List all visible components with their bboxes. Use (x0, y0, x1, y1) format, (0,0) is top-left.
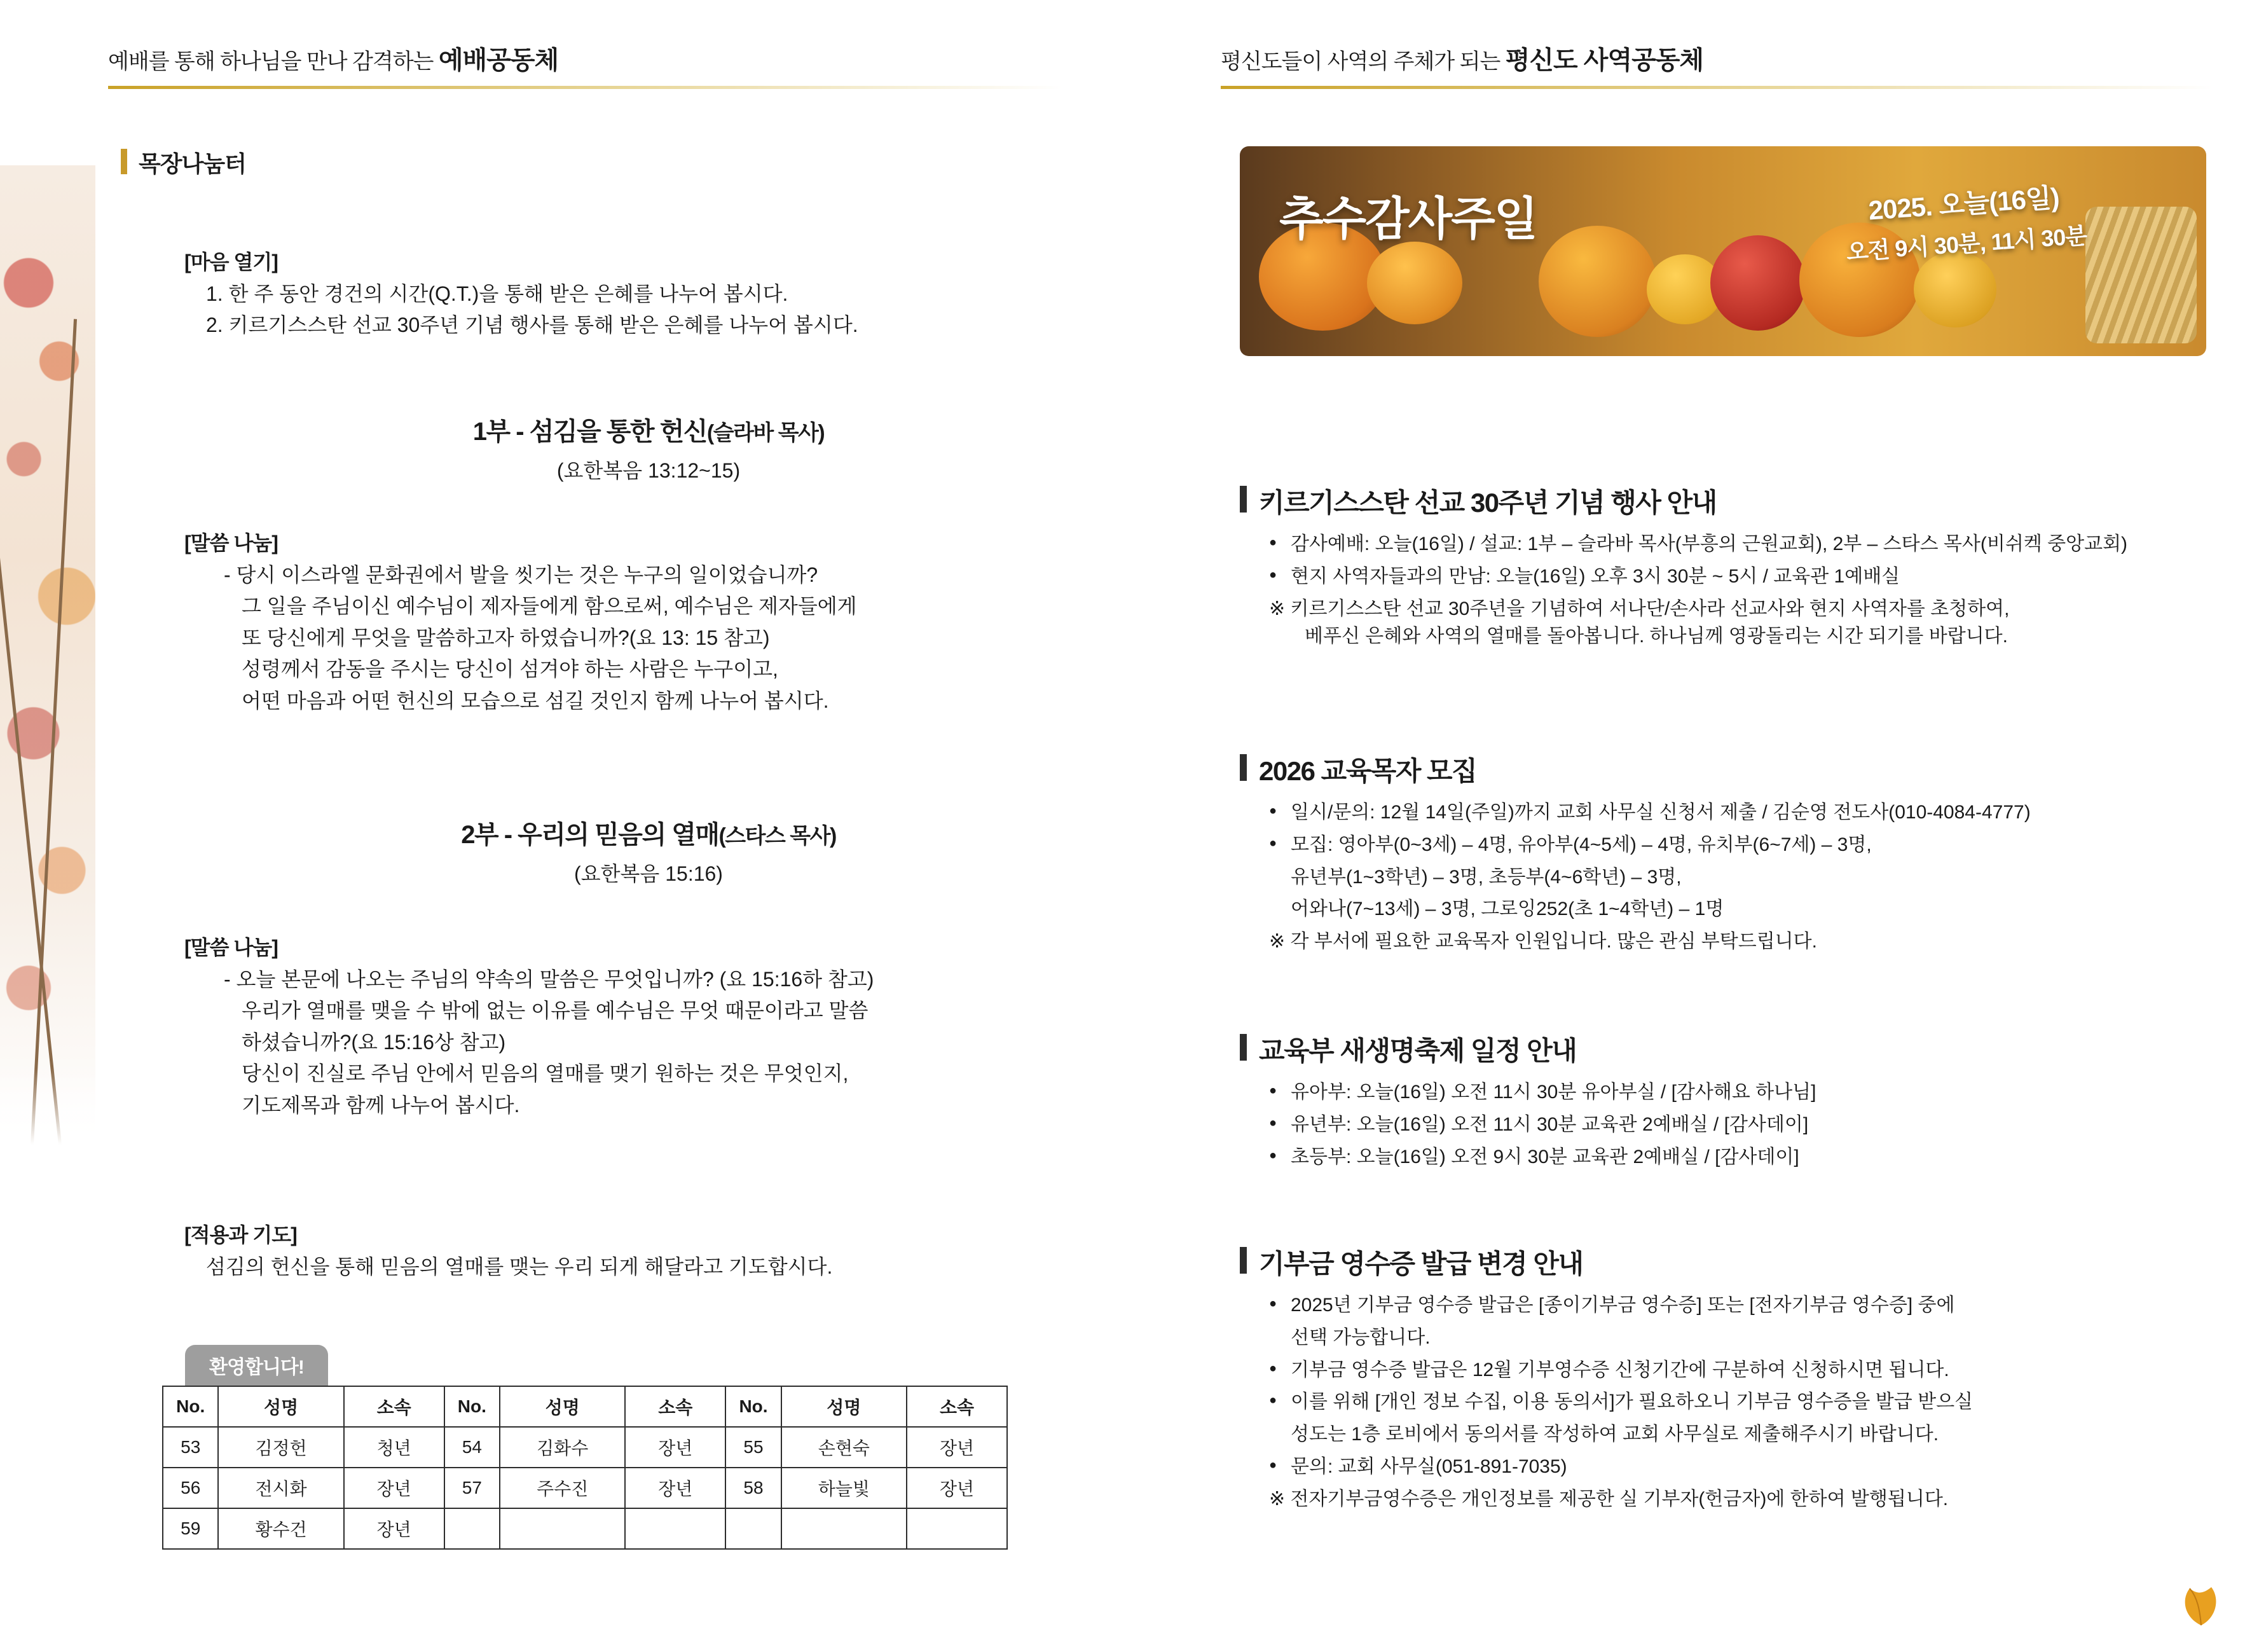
part1-line-1: - 당시 이스라엘 문화권에서 발을 씻기는 것은 누구의 일이었습니까? (224, 563, 818, 586)
notice-note-line: 베푸신 은혜와 사역의 열매를 돌아봅니다. 하나님께 영광돌리는 시간 되기를 바랍니다. (1305, 626, 2008, 647)
part2-share-label: [말씀 나눔] (184, 936, 278, 959)
part2-line-2: 우리가 열매를 맺을 수 밖에 없는 이유를 예수님은 무엇 때문이라고 말씀 (242, 999, 869, 1022)
basket-icon (2085, 207, 2197, 343)
cell-r2c3: 장년 (344, 1468, 444, 1508)
notice-section-kyrgyzstan (1240, 482, 2232, 650)
notice-title: 키르기스스탄 선교 30주년 기념 행사 안내 (1240, 482, 2232, 520)
list-item-cont: 어와나(7~13세) – 3명, 그로잉252(초 1~4학년) – 1명 (1291, 898, 1724, 920)
part2-line-3: 하셨습니까?(요 15:16상 참고) (242, 1030, 506, 1054)
list-item: ● 현지 사역자들과의 만남: 오늘(16일) 오후 3시 30분 ~ 5시 / 교육관 1예배실 (1269, 563, 2232, 591)
leaf-icon (2178, 1585, 2224, 1627)
cell-r2c1: 56 (163, 1468, 218, 1508)
list-item: ● 초등부: 오늘(16일) 오전 9시 30분 교육관 2예배실 / [감사데이] (1269, 1143, 2232, 1171)
welcome-table (162, 1386, 1008, 1550)
list-item: ● 일시/문의: 12월 14일(주일)까지 교회 사무실 신청서 제출 / 김순영 전도사(010-4084-4777) (1269, 799, 2232, 827)
table-row (163, 1468, 1007, 1508)
cell-r2c7: 58 (725, 1468, 781, 1508)
part1-title-main: 1부 - 섬김을 통한 헌신 (472, 418, 707, 446)
squash-icon (1914, 251, 1996, 327)
list-item-cont: 성도는 1층 로비에서 동의서를 작성하여 교회 사무실로 제출해주시기 바랍니다. (1291, 1424, 1939, 1445)
right-header-rule (1221, 86, 2213, 89)
welcome-badge: 환영합니다! (185, 1345, 328, 1386)
th-dept-1: 소속 (344, 1386, 444, 1427)
cell-r2c9: 장년 (907, 1468, 1007, 1508)
notice-title: 교육부 새생명축제 일정 안내 (1240, 1030, 2232, 1068)
cell-r3c8 (781, 1508, 907, 1549)
pumpkin-icon (1367, 242, 1462, 324)
left-header-rule (108, 86, 1062, 89)
cell-r2c2: 전시화 (218, 1468, 343, 1508)
th-name-3: 성명 (781, 1386, 907, 1427)
notice-list (1240, 1078, 2232, 1171)
apple-icon (1710, 235, 1806, 331)
open-heart-item-2: 2. 키르기스스탄 선교 30주년 기념 행사를 통해 받은 은혜를 나누어 봅시다. (206, 313, 858, 337)
list-item-cont: 유년부(1~3학년) – 3명, 초등부(4~6학년) – 3명, (1291, 866, 1682, 888)
list-item-cont: 선택 가능합니다. (1291, 1326, 1431, 1348)
cell-r3c5 (500, 1508, 625, 1549)
left-header-emphasis: 예배공동체 (438, 46, 559, 74)
notice-section-festival (1240, 1030, 2232, 1175)
table-row (163, 1427, 1007, 1468)
cell-r1c5: 김화수 (500, 1427, 625, 1468)
cell-r1c6: 장년 (625, 1427, 725, 1468)
part1-title-block (184, 412, 1113, 487)
cell-r3c4 (444, 1508, 500, 1549)
part1-share-label: [말씀 나눔] (184, 532, 278, 554)
cell-r2c6: 장년 (625, 1468, 725, 1508)
notice-note-line: ※ 전자기부금영수증은 개인정보를 제공한 실 기부자(헌금자)에 한하여 발행됩니다. (1269, 1488, 1949, 1510)
right-section-header (1221, 32, 2213, 93)
notice-section-donation-receipt (1240, 1243, 2232, 1513)
notice-note-line: ※ 각 부서에 필요한 교육목자 인원입니다. 많은 관심 부탁드립니다. (1269, 931, 1817, 953)
cell-r2c5: 주수진 (500, 1468, 625, 1508)
part2-share-block (184, 932, 1113, 1122)
th-no-3: No. (725, 1386, 781, 1427)
list-item: ● 이를 위해 [개인 정보 수집, 이용 동의서]가 필요하오니 기부금 영수증을 발급 받으실 (1269, 1388, 2232, 1416)
part1-title-sub: (슬라바 목사) (706, 421, 825, 445)
cell-r3c3: 장년 (344, 1508, 444, 1549)
open-heart-block (184, 247, 1113, 341)
cell-r1c4: 54 (444, 1427, 500, 1468)
cell-r3c7 (725, 1508, 781, 1549)
notice-note (1240, 928, 2232, 956)
right-header-prefix: 평신도들이 사역의 주체가 되는 (1221, 50, 1506, 74)
cell-r1c2: 김정헌 (218, 1427, 343, 1468)
banner-title: 추수감사주일 (1279, 194, 1537, 245)
list-item: ● 2025년 기부금 영수증 발급은 [종이기부금 영수증] 또는 [전자기부금 영수증] 중에 (1269, 1291, 2232, 1319)
list-item: ● 문의: 교회 사무실(051-891-7035) (1269, 1453, 2232, 1481)
table-header-row (163, 1386, 1007, 1427)
open-heart-label: [마음 열기] (184, 251, 278, 273)
section-tag-mokjang: 목장나눔터 (139, 146, 246, 179)
banner-date-line1: 2025. 오늘(16일) (1867, 182, 2061, 226)
part2-title-sub: (스타스 목사) (718, 824, 836, 848)
notice-title: 2026 교육목자 모집 (1240, 750, 2232, 788)
th-dept-2: 소속 (625, 1386, 725, 1427)
part2-line-1: - 오늘 본문에 나오는 주님의 약속의 말씀은 무엇입니까? (요 15:16하 참고) (224, 967, 874, 991)
right-header-emphasis: 평신도 사역공동체 (1505, 46, 1703, 74)
notice-list (1240, 530, 2232, 591)
apply-text: 섬김의 헌신을 통해 믿음의 열매를 맺는 우리 되게 해달라고 기도합시다. (206, 1255, 833, 1278)
part1-line-5: 어떤 마음과 어떤 헌신의 모습으로 섬길 것인지 함께 나누어 봅시다. (242, 689, 829, 712)
th-no-1: No. (163, 1386, 218, 1427)
autumn-decoration (0, 165, 95, 1145)
part2-title-block (184, 815, 1113, 890)
notice-list (1240, 1291, 2232, 1481)
banner-date-line2: 오전 9시 30분, 11시 30분 (1845, 222, 2088, 266)
part1-line-4: 성령께서 감동을 주시는 당신이 섬겨야 하는 사람은 누구이고, (242, 657, 778, 681)
th-dept-3: 소속 (907, 1386, 1007, 1427)
part1-reference: (요한복음 13:12~15) (556, 459, 741, 482)
part2-line-5: 기도제목과 함께 나누어 봅시다. (242, 1093, 520, 1117)
cell-r3c2: 황수건 (218, 1508, 343, 1549)
part1-line-3: 또 당신에게 무엇을 말씀하고자 하였습니까?(요 13: 15 참고) (242, 626, 770, 649)
part1-title (184, 412, 1113, 451)
notice-note (1240, 595, 2232, 651)
apply-block (184, 1220, 1113, 1283)
notice-note (1240, 1485, 2232, 1513)
open-heart-item-1: 1. 한 주 동안 경건의 시간(Q.T.)을 통해 받은 은혜를 나누어 봅시다. (206, 282, 788, 305)
cell-r1c7: 55 (725, 1427, 781, 1468)
th-no-2: No. (444, 1386, 500, 1427)
notice-title: 기부금 영수증 발급 변경 안내 (1240, 1243, 2232, 1281)
list-item: ● 유아부: 오늘(16일) 오전 11시 30분 유아부실 / [감사해요 하나님] (1269, 1078, 2232, 1106)
apply-label: [적용과 기도] (184, 1223, 297, 1246)
cell-r1c3: 청년 (344, 1427, 444, 1468)
banner-date (1842, 175, 2087, 267)
cell-r2c4: 57 (444, 1468, 500, 1508)
th-name-2: 성명 (500, 1386, 625, 1427)
part2-title-main: 2부 - 우리의 믿음의 열매 (461, 821, 719, 849)
cell-r1c9: 장년 (907, 1427, 1007, 1468)
list-item: ● 기부금 영수증 발급은 12월 기부영수증 신청기간에 구분하여 신청하시면 됩니다. (1269, 1356, 2232, 1384)
left-section-header (108, 32, 1062, 93)
part1-share-block (184, 528, 1113, 717)
list-item: ● 모집: 영아부(0~3세) – 4명, 유아부(4~5세) – 4명, 유치부(6~7세) – 3명, (1269, 831, 2232, 859)
cell-r3c6 (625, 1508, 725, 1549)
thanksgiving-banner (1240, 146, 2206, 356)
part1-line-2: 그 일을 주님이신 예수님이 제자들에게 함으로써, 예수님은 제자들에게 (242, 595, 857, 618)
part2-title (184, 815, 1113, 855)
table-row (163, 1508, 1007, 1549)
th-name-1: 성명 (218, 1386, 343, 1427)
notice-list (1240, 799, 2232, 923)
cell-r3c1: 59 (163, 1508, 218, 1549)
part2-reference: (요한복음 15:16) (574, 862, 723, 885)
list-item: ● 감사예배: 오늘(16일) / 설교: 1부 – 슬라바 목사(부흥의 근원교회), 2부 – 스타스 목사(비쉬켁 중앙교회) (1269, 530, 2232, 558)
list-item: ● 유년부: 오늘(16일) 오전 11시 30분 교육관 2예배실 / [감사데이] (1269, 1111, 2232, 1139)
welcome-table-block (162, 1345, 1008, 1550)
cell-r3c9 (907, 1508, 1007, 1549)
notice-note-line: ※ 키르기스스탄 선교 30주년을 기념하여 서나단/손사라 선교사와 현지 사역자를 초청하여, (1269, 598, 2010, 619)
left-header-prefix: 예배를 통해 하나님을 만나 감격하는 (108, 50, 439, 74)
cell-r1c8: 손현숙 (781, 1427, 907, 1468)
part2-line-4: 당신이 진실로 주님 안에서 믿음의 열매를 맺기 원하는 것은 무엇인지, (242, 1062, 849, 1085)
cell-r2c8: 하늘빛 (781, 1468, 907, 1508)
cell-r1c1: 53 (163, 1427, 218, 1468)
pumpkin-icon (1539, 226, 1656, 337)
notice-section-teachers (1240, 750, 2232, 956)
